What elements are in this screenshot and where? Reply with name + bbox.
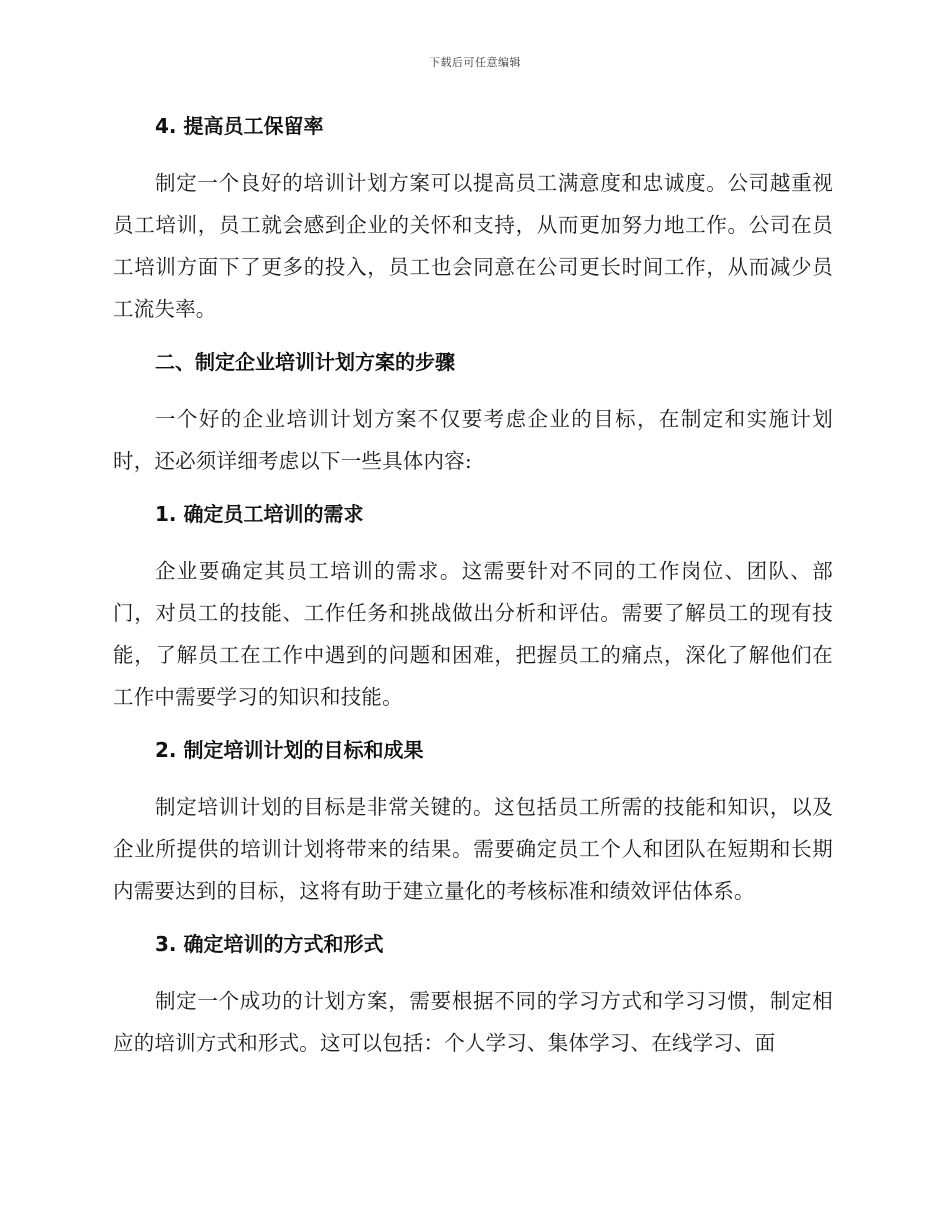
page-header: 下载后可任意编辑 [429, 56, 521, 69]
section-heading-steps: 二、制定企业培训计划方案的步骤 [155, 350, 455, 374]
paragraph-steps-intro: 一个好的企业培训计划方案不仅要考虑企业的目标，在制定和实施计划时，还必须详细考虑以下一些具体内容: [113, 407, 833, 473]
section-heading-retention: 4. 提高员工保留率 [155, 114, 324, 138]
paragraph-needs: 企业要确定其员工培训的需求。这需要针对不同的工作岗位、团队、部门，对员工的技能、工作任务和挑战做出分析和评估。需要了解员工的现有技能，了解员工在工作中遇到的问题和困难，把握员工的痛点，深化了解他们在工作中需要学习的知识和技能。 [113, 559, 833, 709]
section-heading-needs: 1. 确定员工培训的需求 [155, 502, 364, 526]
document-body [113, 108, 833, 1078]
section-heading-goals: 2. 制定培训计划的目标和成果 [155, 738, 424, 762]
paragraph-goals: 制定培训计划的目标是非常关键的。这包括员工所需的技能和知识，以及企业所提供的培训计划将带来的结果。需要确定员工个人和团队在短期和长期内需要达到的目标，这将有助于建立量化的考核标准和绩效评估体系。 [113, 795, 833, 903]
paragraph-methods: 制定一个成功的计划方案，需要根据不同的学习方式和学习习惯，制定相应的培训方式和形式。这可以包括：个人学习、集体学习、在线学习、面 [113, 989, 833, 1055]
paragraph-retention: 制定一个良好的培训计划方案可以提高员工满意度和忠诚度。公司越重视员工培训，员工就会感到企业的关怀和支持，从而更加努力地工作。公司在员工培训方面下了更多的投入，员工也会同意在公司更长时间工作，从而减少员工流失率。 [113, 171, 833, 321]
section-heading-methods: 3. 确定培训的方式和形式 [155, 932, 384, 956]
